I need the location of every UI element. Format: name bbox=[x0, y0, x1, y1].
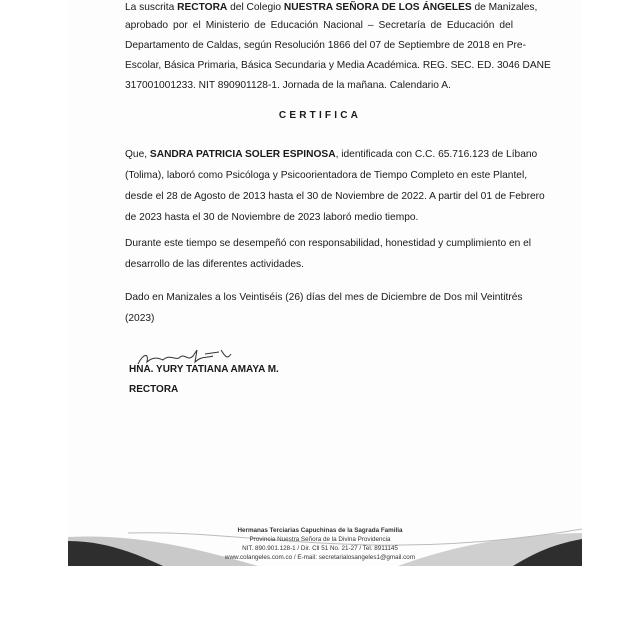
footer-province: Provincia Nuestra Señora de la Divina Providencia bbox=[249, 536, 391, 543]
intro-line: aprobado por el Ministerio de Educación Nacional – Secretaría de Educación del bbox=[125, 20, 513, 31]
signer-role: RECTORA bbox=[129, 384, 179, 395]
body-line: desde el 28 de Agosto de 2013 hasta el 30 de Noviembre de 2022. A partir del 01 de Febrero bbox=[125, 191, 545, 202]
person-name: SANDRA PATRICIA SOLER ESPINOSA bbox=[149, 149, 336, 160]
body-line: desarrollo de las diferentes actividades. bbox=[125, 259, 304, 270]
body-line: de 2023 hasta el 30 de Noviembre de 2023 laboró medio tiempo. bbox=[125, 212, 419, 223]
body-line: (2023) bbox=[125, 313, 155, 324]
body-line: (Tolima), laboró como Psicóloga y Psicoorientadora de Tiempo Completo en este Plantel, bbox=[125, 170, 528, 181]
body-line-1 bbox=[125, 148, 538, 161]
intro-line: Departamento de Caldas, según Resolución 1866 del 07 de Septiembre de 2018 en Pre- bbox=[125, 40, 526, 51]
signer-name: HNA. YURY TATIANA AMAYA M. bbox=[129, 364, 279, 375]
intro-line: Escolar, Básica Primaria, Básica Secundaria y Media Académica. REG. SEC. ED. 3046 DANE bbox=[125, 60, 551, 71]
intro-line: 317001001233. NIT 890901128-1. Jornada de la mañana. Calendario A. bbox=[125, 80, 451, 91]
intro-line-1 bbox=[125, 1, 538, 14]
title-rectora: RECTORA bbox=[177, 2, 228, 13]
text: La suscrita bbox=[125, 2, 178, 13]
footer-web-email: www.colangeles.com.co / E-mail: secretarialosangeles1@gmail.com bbox=[224, 554, 416, 561]
school-name: NUESTRA SEÑORA DE LOS ÁNGELES bbox=[283, 2, 472, 13]
footer-contact: NIT. 890.901.128-1 / Dir. Cll 51 No. 21-27 / Tel. 8911145 bbox=[242, 545, 398, 552]
text: Que, bbox=[125, 149, 150, 160]
text: del Colegio bbox=[227, 2, 284, 13]
text: de Manizales, bbox=[471, 2, 538, 13]
text: , identificada con C.C. 65.716.123 de Líbano bbox=[335, 149, 538, 160]
footer-org: Hermanas Terciarias Capuchinas de la Sagrada Familia bbox=[237, 527, 403, 534]
body-line: Dado en Manizales a los Veintiséis (26) días del mes de Diciembre de Dos mil Veintitrés bbox=[125, 292, 523, 303]
body-line: Durante este tiempo se desempeñó con responsabilidad, honestidad y cumplimiento en el bbox=[125, 238, 532, 249]
heading-certifica: CERTIFICA bbox=[278, 110, 362, 121]
